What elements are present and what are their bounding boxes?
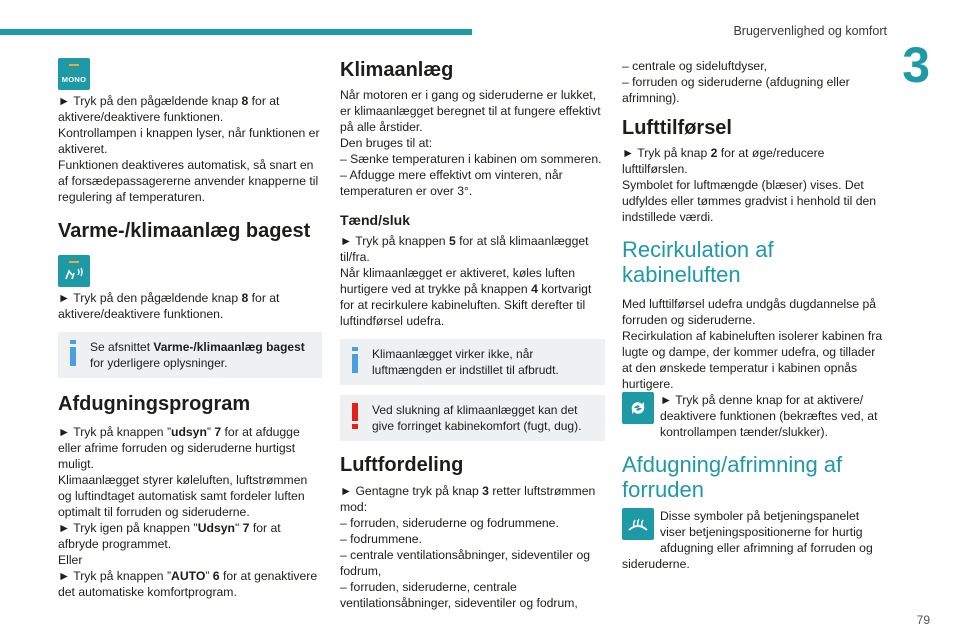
aircon-p3: – Sænke temperaturen i kabinen om sommeren.	[340, 152, 602, 166]
chapter-number: 3	[902, 37, 930, 93]
recirc-p1: Med lufttilførsel udefra undgås dugdannelse på forruden og sideruderne.	[622, 297, 877, 327]
section-header-title: Brugervenlighed og komfort	[733, 24, 887, 38]
warning-note-aircon: Ved slukning af klimaanlægget kan det give forringet kabinekomfort (fugt, dug).	[340, 395, 605, 441]
defog-auto: ► Tryk på knappen ”AUTO” 6 for at genaktivere det automatiske komfortprogram.	[58, 569, 318, 599]
column-2	[340, 58, 605, 611]
distribution-item-3: – centrale ventilationsåbninger, sideventiler og fodrum,	[340, 548, 591, 578]
info-note-aircon: Klimaanlægget virker ikke, når luftmængden er indstillet til afbrudt.	[340, 339, 605, 385]
recirc-instruction-block: ► Tryk på denne knap for at aktivere/ deaktivere funktionen (bekræftes ved, at kontrollampen tænder/slukker).	[622, 392, 884, 440]
distribution-item-1: – forruden, sideruderne og fodrummene.	[340, 516, 559, 530]
windshield-defrost-icon	[622, 508, 654, 540]
heading-windshield-defog: Afdugning/afrimning af forruden	[622, 452, 843, 502]
aircon-p4: – Afdugge mere effektivt om vinteren, når temperaturen er over 3°.	[340, 168, 563, 198]
defog-stop: ► Tryk igen på knappen "Udsyn" 7 for at afbryde programmet.	[58, 521, 281, 551]
aircon-p2: Den bruges til at:	[340, 136, 433, 150]
heading-on-off: Tænd/sluk	[340, 212, 411, 228]
info-note-rear: Se afsnittet Varme-/klimaanlæg bagest for yderligere oplysninger.	[58, 332, 322, 378]
defog-instruction: ► Tryk på knappen ”udsyn” 7 for at afdugge eller afrime forruden og sideruderne hurtigst muligt.	[58, 425, 300, 471]
distribution-item-2: – fodrummene.	[340, 532, 422, 546]
column-1	[58, 58, 322, 600]
mono-button-icon: MONO	[58, 58, 90, 90]
column-3	[622, 58, 884, 572]
mono-auto-text: Funktionen deaktiveres automatisk, så snart en af forsædepassagererne anvender knapperne til regulering af temperaturen.	[58, 158, 319, 204]
supply-description: Symbolet for luftmængde (blæser) vises. Det udfyldes eller tømmes gradvist i henhold til den indstillede værdi.	[622, 178, 877, 224]
defog-description: Klimaanlægget styrer køleluften, luftstrømmen og luftindtaget automatisk samt fordeler luften optimalt til forruden og sideruderne.	[58, 473, 308, 519]
onoff-recirc: Når klimaanlægget er aktiveret, køles luften hurtigere ved at trykke på knappen 4 kortvarigt for at recirkulere kabineluften. Skift derefter til luftindførsel udefra.	[340, 266, 592, 328]
warning-icon	[350, 403, 360, 433]
windshield-block: Disse symboler på betjeningspanelet viser betjeningspositionerne for hurtig afdugning eller afrimning af forruden og sideruderne.	[622, 509, 873, 571]
rear-climate-icon	[58, 255, 90, 287]
heading-recirculation: Recirkulation af kabineluften	[622, 237, 774, 287]
distribution-instruction: ► Gentagne tryk på knap 3 retter luftstrømmen mod:	[340, 484, 596, 514]
distribution-item-4: – forruden, sideruderne, centrale ventilationsåbninger, sideventiler og fodrum,	[340, 580, 578, 610]
page-number: 79	[916, 613, 930, 627]
distribution-item-6: – forruden og sideruderne (afdugning eller afrimning).	[622, 75, 850, 105]
heading-air-supply: Lufttilførsel	[622, 117, 732, 139]
heading-rear-climate: Varme-/klimaanlæg bagest	[58, 220, 311, 242]
heading-air-distribution: Luftfordeling	[340, 454, 464, 476]
heading-aircon: Klimaanlæg	[340, 59, 454, 81]
supply-instruction: ► Tryk på knap 2 for at øge/reducere lufttilførslen.	[622, 146, 825, 176]
mono-instruction: ► Tryk på den pågældende knap 8 for at aktivere/deaktivere funktionen.	[58, 94, 280, 124]
info-icon	[350, 347, 360, 377]
recirculation-icon	[622, 392, 654, 424]
info-icon	[68, 340, 78, 370]
mono-lamp-text: Kontrollampen i knappen lyser, når funktionen er aktiveret.	[58, 126, 320, 156]
aircon-p1: Når motoren er i gang og sideruderne er lukket, er klimaanlægget beregnet til at fungere effektivt på alle årstider.	[340, 88, 601, 134]
recirc-p2: Recirkulation af kabineluften isolerer kabinen fra lugte og dampe, der kommer udefra, og tillader at den ønskede temperatur i kabinen opnås hurtigere.	[622, 329, 883, 391]
onoff-instruction: ► Tryk på knappen 5 for at slå klimaanlægget til/fra.	[340, 234, 589, 264]
rear-instruction: ► Tryk på den pågældende knap 8 for at aktivere/deaktivere funktionen.	[58, 291, 280, 321]
heading-defog-program: Afdugningsprogram	[58, 393, 251, 415]
defog-or: Eller	[58, 553, 83, 567]
distribution-item-5: – centrale og sideluftdyser,	[622, 59, 767, 73]
header-accent-bar	[0, 29, 472, 35]
